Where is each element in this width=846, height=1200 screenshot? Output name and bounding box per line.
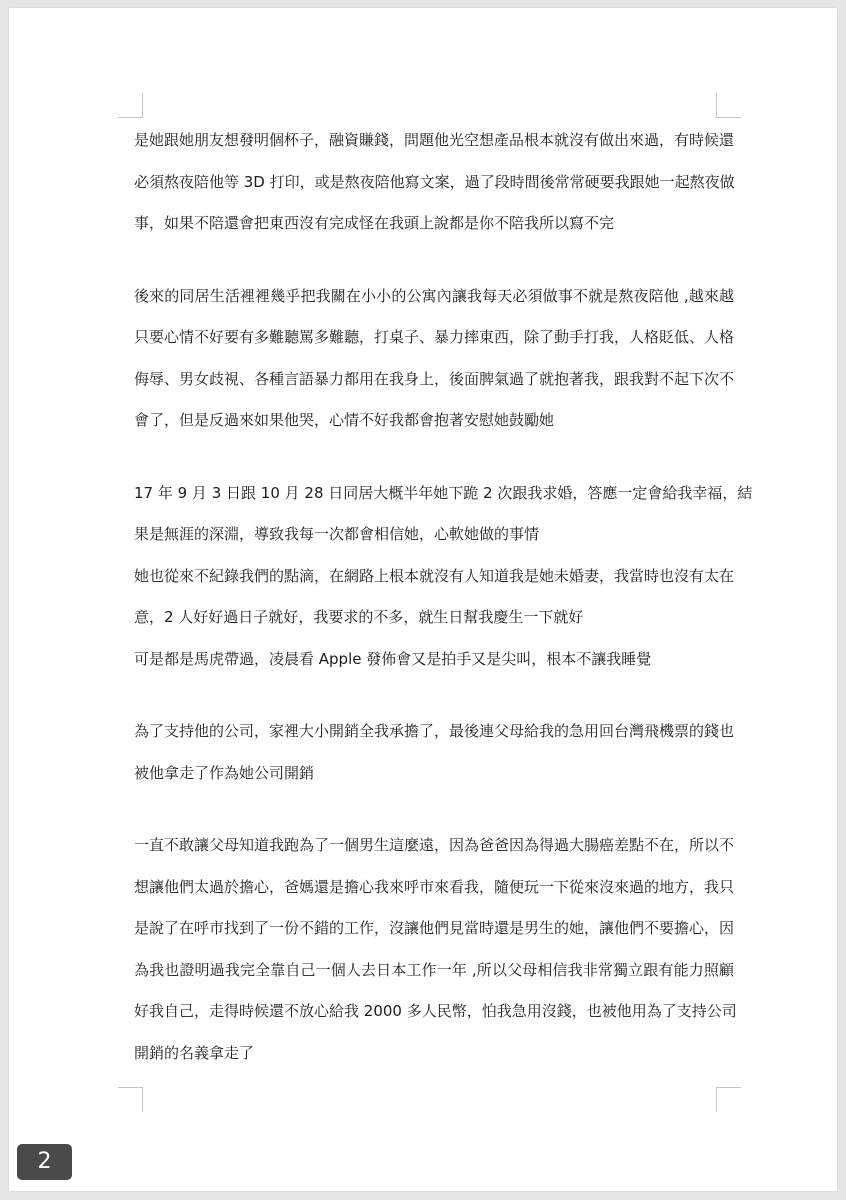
crop-mark-bottom-left (118, 1087, 143, 1112)
page-number-badge: 2 (17, 1144, 72, 1180)
paragraph-1 (134, 120, 734, 245)
text-line: 會了，但是反過來如果他哭，心情不好我都會抱著安慰她鼓勵她 (134, 411, 555, 429)
paragraph-gap (134, 680, 734, 711)
text-line: 意，2 人好好過日子就好，我要求的不多，就生日幫我慶生一下就好 (134, 608, 584, 626)
paragraph-gap (134, 794, 734, 825)
document-page (9, 8, 837, 1191)
text-line: 17 年 9 月 3 日跟 10 月 28 日同居大概半年她下跪 2 次跟我求婚，答應一定會給我幸福，結 (134, 483, 753, 502)
crop-mark-top-left (118, 93, 143, 118)
text-line: 可是都是馬虎帶過，凌晨看 Apple 發佈會又是拍手又是尖叫，根本不讓我睡覺 (134, 649, 652, 668)
document-body (134, 120, 753, 1074)
crop-mark-bottom-right (716, 1087, 741, 1112)
paragraph-4 (134, 711, 734, 794)
text-line: 為我也證明過我完全靠自己一個人去日本工作一年 ,所以父母相信我非常獨立跟有能力照顧 (134, 960, 734, 979)
text-line: 想讓他們太過於擔心，爸媽還是擔心我來呼市來看我，隨便玩一下從來沒來過的地方，我只 (134, 877, 735, 896)
crop-mark-top-right (716, 93, 741, 118)
text-line: 被他拿走了作為她公司開銷 (134, 763, 315, 782)
paragraph-gap (134, 442, 734, 473)
text-line: 果是無涯的深淵，導致我每一次都會相信她，心軟她做的事情 (134, 525, 540, 543)
text-line: 好我自己，走得時候還不放心給我 2000 多人民幣，怕我急用沒錢，也被他用為了支持公司 (134, 1002, 737, 1020)
text-line: 事，如果不陪還會把東西沒有完成怪在我頭上說都是你不陪我所以寫不完 (134, 214, 615, 232)
paragraph-5 (134, 825, 737, 1074)
text-line: 侮辱、男女歧視、各種言語暴力都用在我身上，後面脾氣過了就抱著我，跟我對不起下次不 (134, 369, 735, 388)
text-line: 後來的同居生活裡裡幾乎把我關在小小的公寓內讓我每天必須做事不就是熬夜陪他 ,越來越 (134, 286, 734, 305)
paragraph-gap (134, 245, 734, 276)
text-line: 只要心情不好要有多難聽罵多難聽，打桌子、暴力摔東西，除了動手打我，人格貶低、人格 (134, 328, 735, 346)
paragraph-3 (134, 473, 753, 681)
text-line: 一直不敢讓父母知道我跑為了一個男生這麼遠，因為爸爸因為得過大腸癌差點不在，所以不 (134, 836, 735, 854)
paragraph-2 (134, 276, 734, 442)
text-line: 為了支持他的公司，家裡大小開銷全我承擔了，最後連父母給我的急用回台灣飛機票的錢也 (134, 722, 735, 740)
text-line: 必須熬夜陪他等 3D 打印，或是熬夜陪他寫文案，過了段時間後常常硬要我跟她一起熬夜做 (134, 172, 735, 191)
text-line: 是她跟她朋友想發明個杯子，融資賺錢，問題他光空想產品根本就沒有做出來過，有時候還 (134, 131, 735, 149)
text-line: 她也從來不紀錄我們的點滴，在網路上根本就沒有人知道我是她未婚妻，我當時也沒有太在 (134, 566, 735, 585)
text-line: 是說了在呼市找到了一份不錯的工作，沒讓他們見當時還是男生的她，讓他們不要擔心，因 (134, 919, 735, 937)
text-line: 開銷的名義拿走了 (134, 1043, 255, 1062)
